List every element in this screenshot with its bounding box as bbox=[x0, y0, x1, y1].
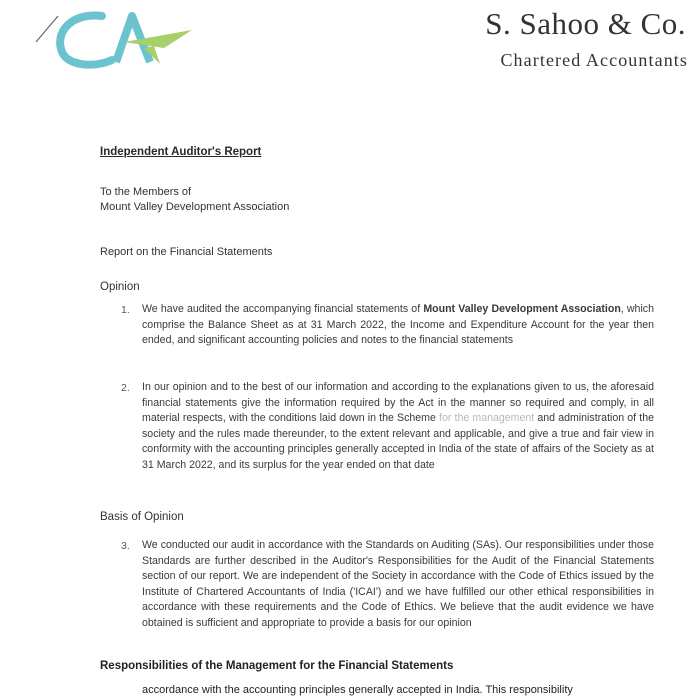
section-heading-basis: Basis of Opinion bbox=[100, 511, 184, 523]
paragraph-2 bbox=[142, 380, 654, 473]
ca-logo-icon bbox=[32, 4, 232, 76]
paragraph-1 bbox=[142, 302, 654, 349]
firm-subtitle: Chartered Accountants bbox=[500, 50, 688, 70]
para-number-2: 2. bbox=[121, 382, 130, 394]
para2-text-part1: In our opinion and to the best of our information and according to the explanations given to us, the aforesaid financial statements give the information required by the Act in the manner so required and comply, in all material respects, with the conditions laid down in the Scheme bbox=[142, 381, 654, 424]
paragraph-3: We conducted our audit in accordance with the Standards on Auditing (SAs). Our responsibilities under those Standards are further described in the Auditor's Responsibilities for the Audit of the Financial Statements section of our report. We are independent of the Society in accordance with the Code of Ethics issued by the Institute of Chartered Accountants of India ('ICAI') and we have fulfilled our other ethical responsibilities in accordance with these requirements and the Code of Ethics. We believe that the audit evidence we have obtained is sufficient and appropriate to provide a basis for our opinion bbox=[142, 539, 654, 629]
cut-off-line: accordance with the accounting principles generally accepted in India. This responsibility bbox=[142, 684, 573, 696]
addressee-line-2: Mount Valley Development Association bbox=[100, 201, 290, 213]
section-heading-management: Responsibilities of the Management for the Financial Statements bbox=[100, 660, 454, 672]
firm-name: S. Sahoo & Co. bbox=[485, 6, 686, 41]
para2-text-part2: and administration of the society and the rules made thereunder, to the extent relevant and applicable, and give a true and fair view in conformity with the accounting principles generally accepted in India of the state of affairs of the Society as at 31 March 2022, and its surplus for the year ended on that date bbox=[142, 412, 654, 471]
para-number-3: 3. bbox=[121, 540, 130, 552]
para1-text-before: We have audited the accompanying financial statements of bbox=[142, 303, 424, 315]
para1-entity-name: Mount Valley Development Association bbox=[423, 303, 621, 315]
section-heading-financial-statements: Report on the Financial Statements bbox=[100, 246, 273, 258]
para2-text-faded: for the management bbox=[439, 412, 535, 424]
addressee-line-1: To the Members of bbox=[100, 186, 192, 198]
para-number-1: 1. bbox=[121, 304, 130, 316]
para1-text-after: , which comprise the Balance Sheet as at 31 March 2022, the Income and Expenditure Account for the year then ended, and significant accounting policies and notes to the financial statements bbox=[142, 303, 654, 346]
section-heading-opinion: Opinion bbox=[100, 281, 140, 293]
report-title: Independent Auditor's Report bbox=[100, 146, 262, 158]
